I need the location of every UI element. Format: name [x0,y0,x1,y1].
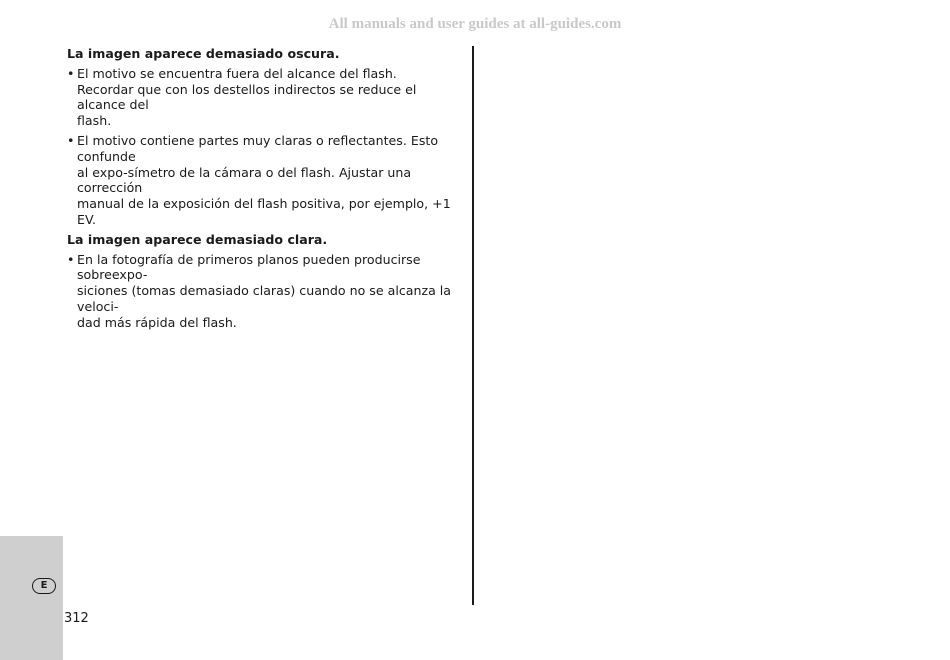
text-line: manual de la exposición del flash positiva, por ejemplo, +1 EV. [77,196,451,227]
watermark-text: All manuals and user guides at all-guides.com [328,16,622,32]
list-item [67,252,465,331]
column-divider [472,46,474,605]
bullet-icon: • [67,132,75,148]
list-item [67,66,465,129]
text-line: En la fotografía de primeros planos pueden producirse sobreexpo- [77,251,421,283]
bullet-text [77,66,465,129]
section-heading-dark: La imagen aparece demasiado oscura. [67,46,340,61]
text-line: siciones (tomas demasiado claras) cuando no se alcanza la veloci- [77,283,452,314]
bullet-icon: • [67,251,75,267]
text-line: flash. [77,113,112,129]
page-number: 312 [64,611,89,626]
bullet-icon: • [67,65,75,81]
bullet-text [77,133,465,228]
text-line: El motivo se encuentra fuera del alcance del flash. [77,65,397,81]
text-line: El motivo contiene partes muy claras o reflectantes. Esto confunde [77,132,439,164]
text-line: al expo-símetro de la cámara o del flash. Ajustar una corrección [77,164,412,196]
main-text-column [67,46,465,335]
list-item [67,133,465,228]
bullet-text [77,252,465,331]
section-heading-bright: La imagen aparece demasiado clara. [67,231,328,247]
text-line: Recordar que con los destellos indirectos se reduce el alcance del [77,81,417,113]
language-badge: E [32,578,56,594]
text-line: dad más rápida del flash. [77,314,237,330]
language-side-tab [0,536,63,660]
